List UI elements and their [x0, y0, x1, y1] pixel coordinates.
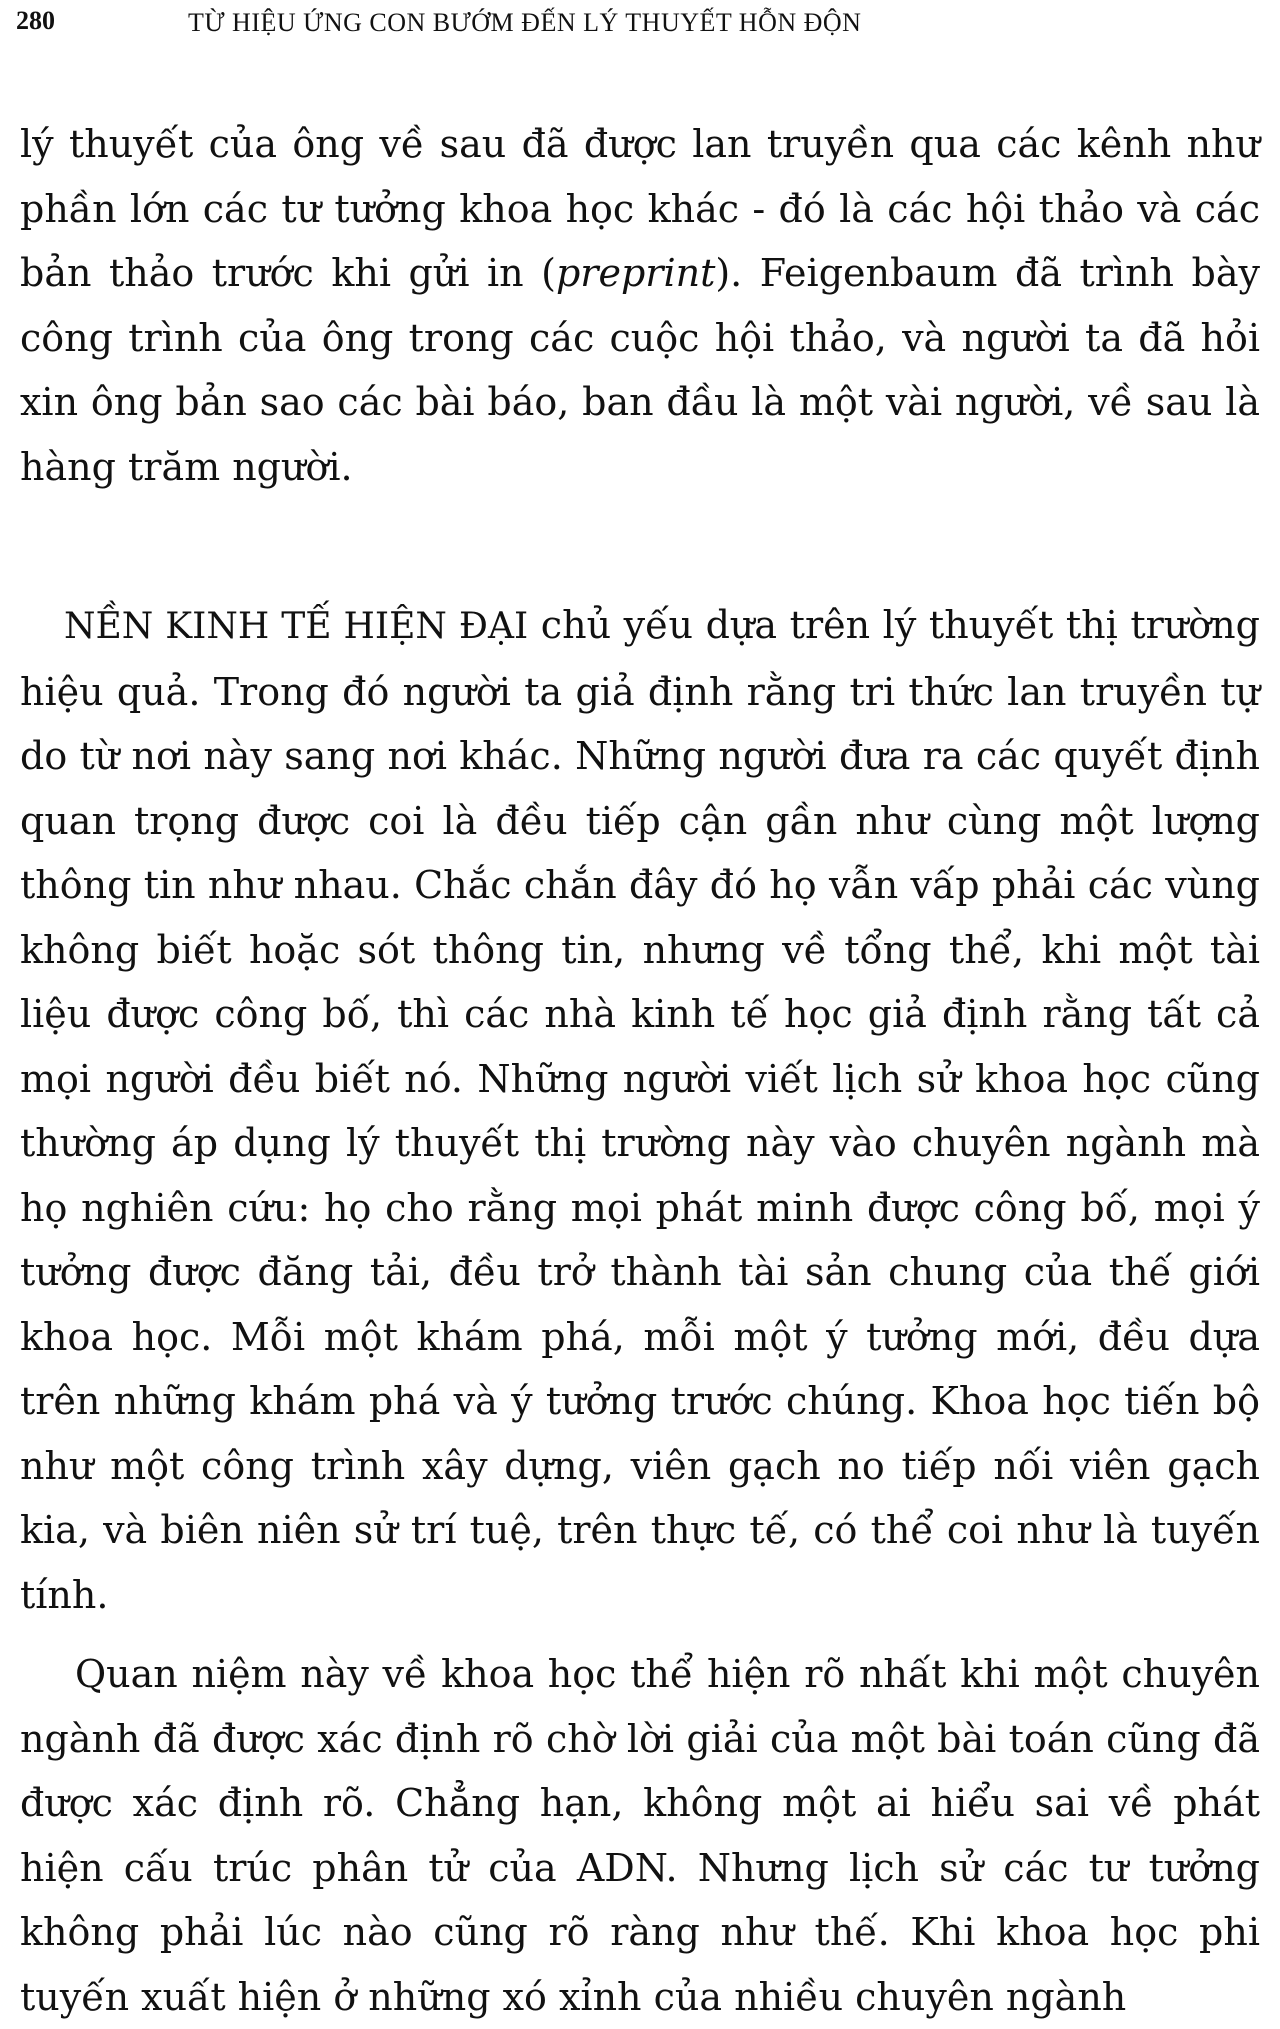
paragraph-3 [20, 1642, 1260, 2029]
paragraph-2-text: chủ yếu dựa trên lý thuyết thị trường hiệu quả. Trong đó người ta giả định rằng tri thức lan truyền tự do từ nơi này sang nơi khác. Những người đưa ra các quyết định quan trọng được coi là đều tiếp cận gần như cùng một lượng thông tin như nhau. Chắc chắn đây đó họ vẫn vấp phải các vùng không biết hoặc sót thông tin, nhưng về tổng thể, khi một tài liệu được công bố, thì các nhà kinh tế học giả định rằng tất cả mọi người đều biết nó. Những người viết lịch sử khoa học cũng thường áp dụng lý thuyết thị trường này vào chuyên ngành mà họ nghiên cứu: họ cho rằng mọi phát minh được công bố, mọi ý tưởng được đăng tải, đều trở thành tài sản chung của thế giới khoa học. Mỗi một khám phá, mỗi một ý tưởng mới, đều dựa trên những khám phá và ý tưởng trước chúng. Khoa học tiến bộ như một công trình xây dựng, viên gạch no tiếp nối viên gạch kia, và biên niên sử trí tuệ, trên thực tế, có thể coi như là tuyến tính. [20, 603, 1260, 1617]
section-lead-caps: NỀN KINH TẾ HIỆN ĐẠI [64, 606, 529, 647]
paragraph-2 [20, 593, 1260, 1627]
paragraph-1-text-end: ). Feigenbaum đã trình bày công trình của ông trong các cuộc hội thảo, và người ta đã hỏi xin ông bản sao các bài báo, ban đầu là một vài người, về sau là hàng trăm người. [20, 251, 1260, 489]
running-title: TỪ HIỆU ỨNG CON BƯỚM ĐẾN LÝ THUYẾT HỖN ĐỘN [188, 8, 862, 37]
paragraph-1-text-start: lý thuyết của ông về sau đã được lan truyền qua các kênh như phần lớn các tư tưởng khoa học khác - đó là các hội thảo và các bản thảo trước khi gửi in ( [20, 122, 1260, 295]
page-number: 280 [16, 6, 55, 35]
page-header [16, 6, 1116, 42]
paragraph-3-text: Quan niệm này về khoa học thể hiện rõ nhất khi một chuyên ngành đã được xác định rõ chờ lời giải của một bài toán cũng đã được xác định rõ. Chẳng hạn, không một ai hiểu sai về phát hiện cấu trúc phân tử của ADN. Nhưng lịch sử các tư tưởng không phải lúc nào cũng rõ ràng như thế. Khi khoa học phi tuyến xuất hiện ở những xó xỉnh của nhiều chuyên ngành [20, 1652, 1260, 2019]
paragraph-1 [20, 112, 1260, 499]
paragraph-1-italic-term: preprint [555, 251, 716, 295]
